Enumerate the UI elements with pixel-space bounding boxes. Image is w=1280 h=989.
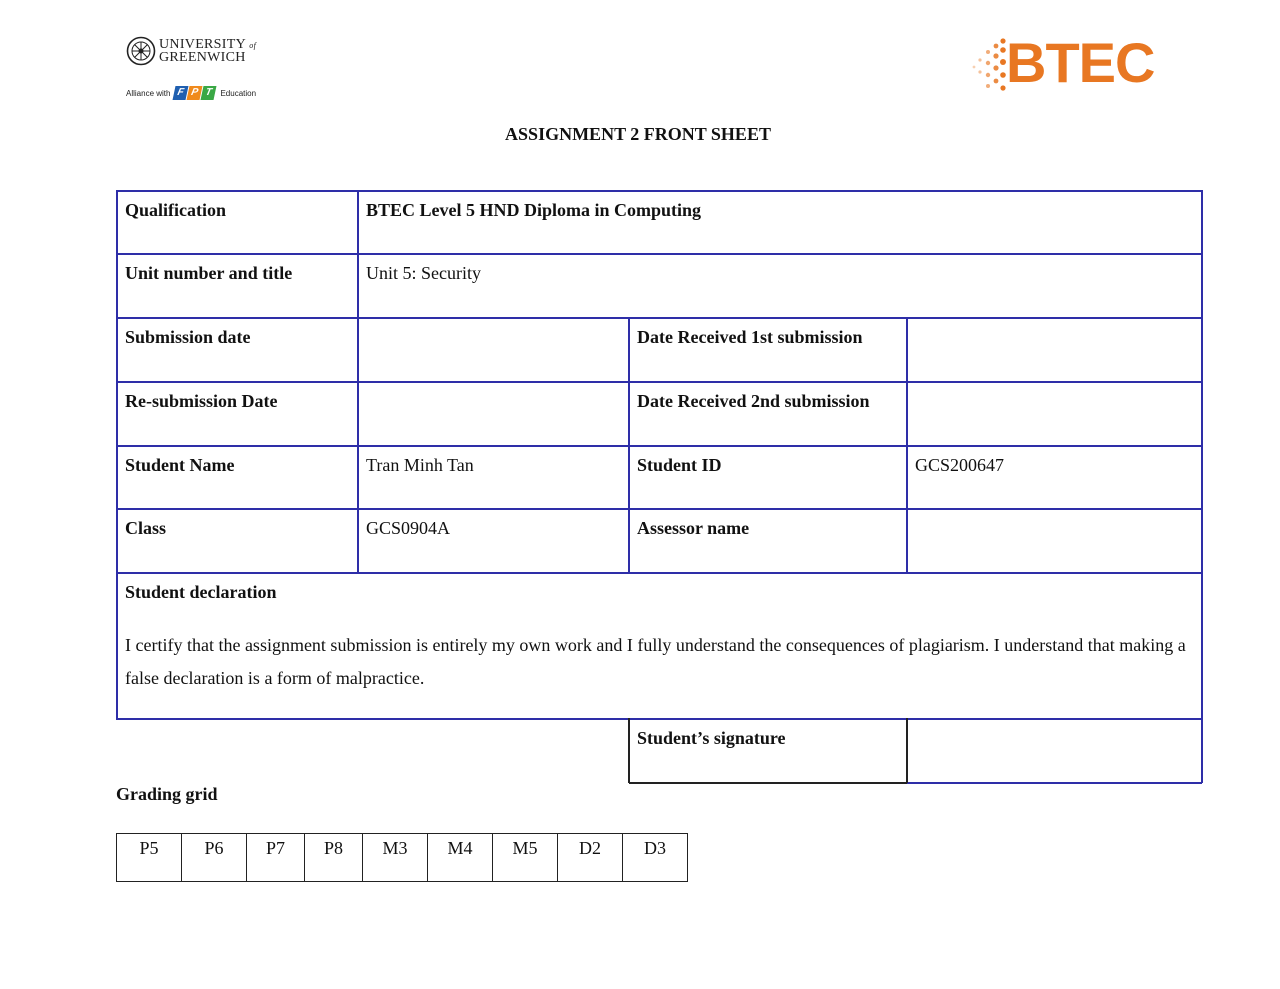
grade-cell-p7: P7 — [247, 834, 305, 882]
greenwich-seal-icon — [126, 36, 156, 66]
signature-label: Student’s signature — [637, 728, 786, 748]
unit-label: Unit number and title — [125, 263, 293, 283]
btec-dots-icon — [970, 36, 1010, 96]
resubmission-date-value — [358, 381, 628, 399]
university-of-text: of — [249, 41, 257, 50]
submission-date-label: Submission date — [125, 327, 251, 347]
fpt-letter-t: T — [201, 86, 217, 100]
resubmission-date-label: Re-submission Date — [125, 391, 278, 411]
fpt-letter-f: F — [173, 86, 189, 100]
student-id-value: GCS200647 — [915, 455, 1005, 475]
table-border — [1201, 190, 1203, 783]
qualification-value: BTEC Level 5 HND Diploma in Computing — [366, 200, 702, 220]
date-received-1-value — [907, 317, 1201, 335]
btec-logo — [970, 31, 1166, 96]
date-received-2-value — [907, 381, 1201, 399]
grade-cell-d3: D3 — [623, 834, 688, 882]
assessor-label: Assessor name — [637, 518, 750, 538]
student-name-value: Tran Minh Tan — [366, 455, 474, 475]
class-value: GCS0904A — [366, 518, 451, 538]
grade-cell-m5: M5 — [493, 834, 558, 882]
grading-row — [117, 834, 688, 882]
grade-cell-p8: P8 — [305, 834, 363, 882]
qualification-label: Qualification — [125, 200, 227, 220]
unit-value: Unit 5: Security — [366, 263, 481, 283]
university-of-greenwich-logo — [126, 36, 266, 98]
university-text: UNIVERSITY — [159, 37, 246, 52]
alliance-prefix: Alliance with — [126, 88, 171, 98]
grade-cell-m4: M4 — [428, 834, 493, 882]
fpt-logo — [174, 86, 216, 100]
student-name-label: Student Name — [125, 455, 235, 475]
alliance-suffix: Education — [220, 88, 257, 98]
table-border — [629, 782, 907, 784]
grade-cell-p6: P6 — [182, 834, 247, 882]
date-received-2-label: Date Received 2nd submission — [637, 391, 870, 411]
greenwich-text: GREENWICH — [159, 50, 246, 65]
class-label: Class — [125, 518, 167, 538]
grade-cell-p5: P5 — [117, 834, 182, 882]
grade-cell-d2: D2 — [558, 834, 623, 882]
declaration-title: Student declaration — [125, 582, 277, 602]
grading-grid — [116, 833, 688, 882]
assessor-value — [907, 508, 1201, 526]
student-id-label: Student ID — [637, 455, 722, 475]
table-border — [907, 782, 1202, 784]
page-title: ASSIGNMENT 2 FRONT SHEET — [505, 124, 771, 144]
date-received-1-label: Date Received 1st submission — [637, 327, 863, 347]
grade-cell-m3: M3 — [363, 834, 428, 882]
grading-grid-title: Grading grid — [116, 784, 218, 804]
btec-wordmark: BTEC — [1006, 31, 1155, 94]
declaration-text: I certify that the assignment submission is entirely my own work and I fully understand the consequences of plagiarism. I understand that making a false declaration is a form of malpractice. — [125, 635, 1186, 688]
signature-value — [907, 718, 1201, 736]
fpt-letter-p: P — [187, 86, 203, 100]
submission-date-value — [358, 317, 628, 335]
